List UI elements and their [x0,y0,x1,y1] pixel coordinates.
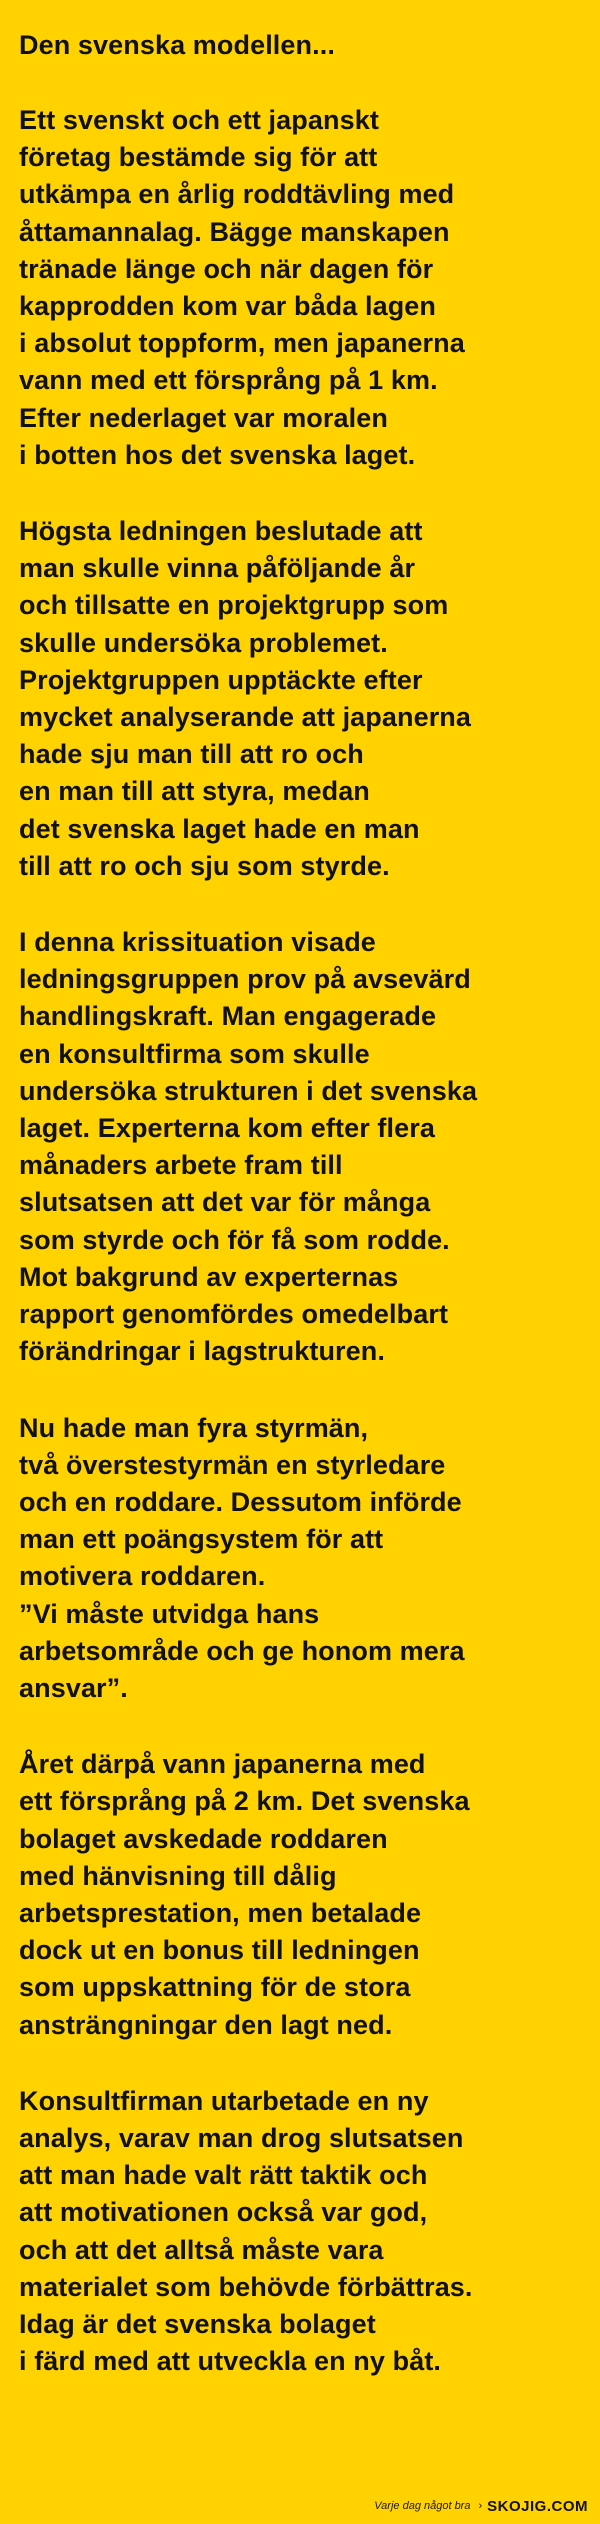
footer-separator: › [478,2500,483,2512]
story-paragraph-3: I denna krissituation visade ledningsgruppen prov på avsevärd handlingskraft. Man engagerade en konsultfirma som skulle undersöka strukturen i det svenska laget. Experterna kom efter flera månaders arbete fram till slutsatsen att det var för många som styrde och för få som rodde. Mot bakgrund av experternas rapport genomfördes omedelbart förändringar i lagstrukturen. [19,927,478,1367]
story-content [19,26,589,2380]
story-paragraph-6: Konsultfirman utarbetade en ny analys, varav man drog slutsatsen att man hade valt rätt taktik och att motivationen också var god, och att det alltså måste vara materialet som behövde förbättras. Idag är det svenska bolaget i färd med att utveckla en ny båt. [19,2085,473,2377]
story-title: Den svenska modellen... [19,30,335,60]
story-paragraph-1: Ett svenskt och ett japanskt företag bestämde sig för att utkämpa en årlig roddtävling med åttamannalag. Bägge manskapen tränade länge och när dagen för kapprodden kom var båda lagen i absolut toppform, men japanerna vann med ett försprång på 1 km. Efter nederlaget var moralen i botten hos det svenska laget. [19,105,465,470]
story-paragraph-4: Nu hade man fyra styrmän, två överstestyrmän en styrledare och en roddare. Dessutom införde man ett poängsystem för att motivera roddaren. ”Vi måste utvidga hans arbetsområde och ge honom mera ansvar”. [19,1412,465,1703]
watermark-footer [0,2488,600,2524]
site-logo: SKOJIG.COM [487,2497,588,2515]
story-paragraph-2: Högsta ledningen beslutade att man skulle vinna påföljande år och tillsatte en projektgrupp som skulle undersöka problemet. Projektgruppen upptäckte efter mycket analyserande att japanerna hade sju man till att ro och en man till att styra, medan det svenska laget hade en man till att ro och sju som styrde. [19,516,472,881]
story-paragraph-5: Året därpå vann japanerna med ett försprång på 2 km. Det svenska bolaget avskedade roddaren med hänvisning till dålig arbetsprestation, men betalade dock ut en bonus till ledningen som uppskattning för de stora ansträngningar den lagt ned. [19,1749,470,2040]
footer-tagline: Varje dag något bra [374,2500,471,2512]
